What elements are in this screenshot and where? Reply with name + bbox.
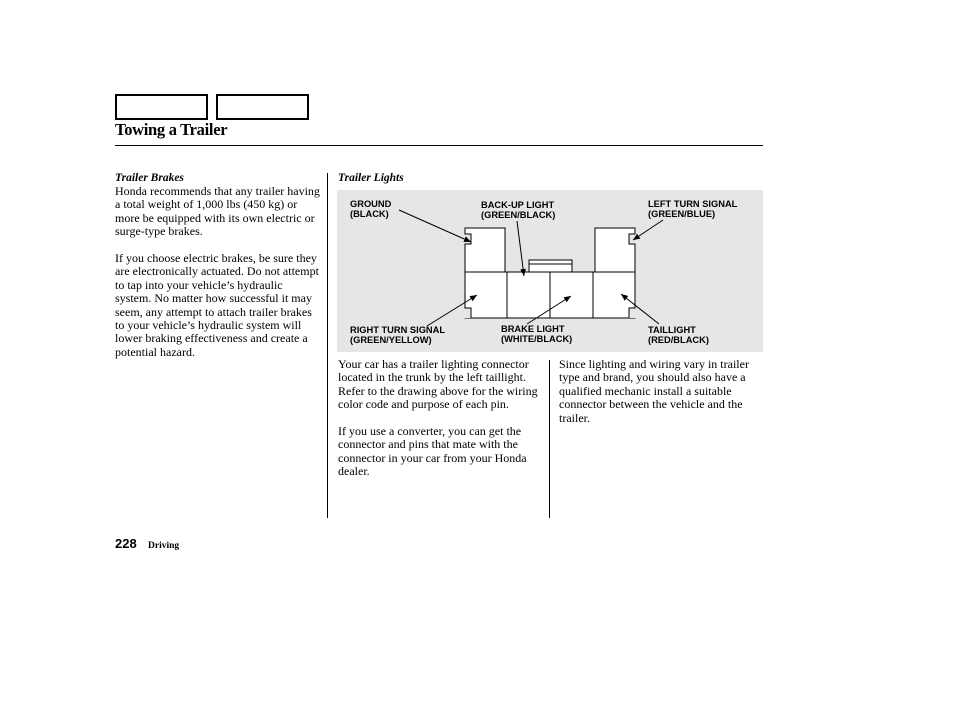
trailer-brakes-text — [115, 185, 320, 373]
right-turn-signal-label-color: (GREEN/YELLOW) — [350, 335, 432, 345]
ground-label-color: (BLACK) — [350, 209, 389, 219]
brake-light-label-color: (WHITE/BLACK) — [501, 334, 573, 344]
mechanic-advice-paragraph-1: Since lighting and wiring vary in trailer type and brand, you should also have a qualified mechanic install a suitable connector between the vehicle and the trailer. — [559, 357, 749, 425]
brake-light-label — [501, 324, 572, 344]
taillight-label-color: (RED/BLACK) — [648, 335, 709, 345]
ground-label — [350, 199, 391, 219]
trailer-brakes-paragraph-1: Honda recommends that any trailer having a total weight of 1,000 lbs (450 kg) or more be equipped with its own electric or surge-type brakes. — [115, 184, 320, 239]
column-divider-2 — [549, 360, 550, 518]
trailer-brakes-heading: Trailer Brakes — [115, 172, 184, 184]
right-turn-signal-label — [350, 325, 445, 345]
connector-info-text — [338, 358, 544, 492]
taillight-label — [648, 325, 709, 345]
mechanic-advice-text — [559, 358, 765, 438]
backup-light-label — [481, 200, 555, 220]
left-turn-signal-label — [648, 199, 737, 219]
backup-arrow — [517, 221, 524, 276]
header-tab-box-1 — [115, 94, 208, 120]
section-name: Driving — [148, 541, 180, 551]
connector-info-paragraph-1: Your car has a trailer lighting connector located in the trunk by the left taillight. Refer to the drawing above for the wiring color code and purpose of each pin. — [338, 357, 538, 412]
backup-light-label-color: (GREEN/BLACK) — [481, 210, 556, 220]
connector-key-tab — [529, 260, 572, 272]
left-turn-arrow — [633, 220, 663, 240]
connector-info-paragraph-2: If you use a converter, you can get the connector and pins that mate with the connector in your car from your Honda dealer. — [338, 424, 527, 479]
right-turn-signal-label-name: RIGHT TURN SIGNAL — [350, 325, 446, 335]
page-number: 228 — [115, 536, 137, 551]
trailer-lights-diagram — [337, 190, 763, 352]
backup-light-label-name: BACK-UP LIGHT — [481, 200, 555, 210]
taillight-label-name: TAILLIGHT — [648, 325, 696, 335]
ground-arrow — [399, 210, 471, 242]
column-divider-1 — [327, 173, 328, 518]
connector-notch-bottom-right — [629, 308, 637, 318]
left-turn-signal-label-name: LEFT TURN SIGNAL — [648, 199, 738, 209]
connector-notch-top-right — [629, 234, 637, 244]
page-title: Towing a Trailer — [115, 120, 228, 139]
ground-label-name: GROUND — [350, 199, 392, 209]
connector-notch-bottom-left — [463, 308, 471, 318]
trailer-brakes-paragraph-2: If you choose electric brakes, be sure they are electronically actuated. Do not attempt to tap into your vehicle’s hydraulic system. No matter how successful it may seem, any attempt to attach trailer brakes to your vehicle’s hydraulic system will lower braking effectiveness and create a potential hazard. — [115, 251, 319, 359]
title-rule — [115, 145, 763, 146]
brake-light-label-name: BRAKE LIGHT — [501, 324, 565, 334]
left-turn-signal-label-color: (GREEN/BLUE) — [648, 209, 716, 219]
header-tab-box-2 — [216, 94, 309, 120]
trailer-lights-heading: Trailer Lights — [338, 172, 404, 184]
